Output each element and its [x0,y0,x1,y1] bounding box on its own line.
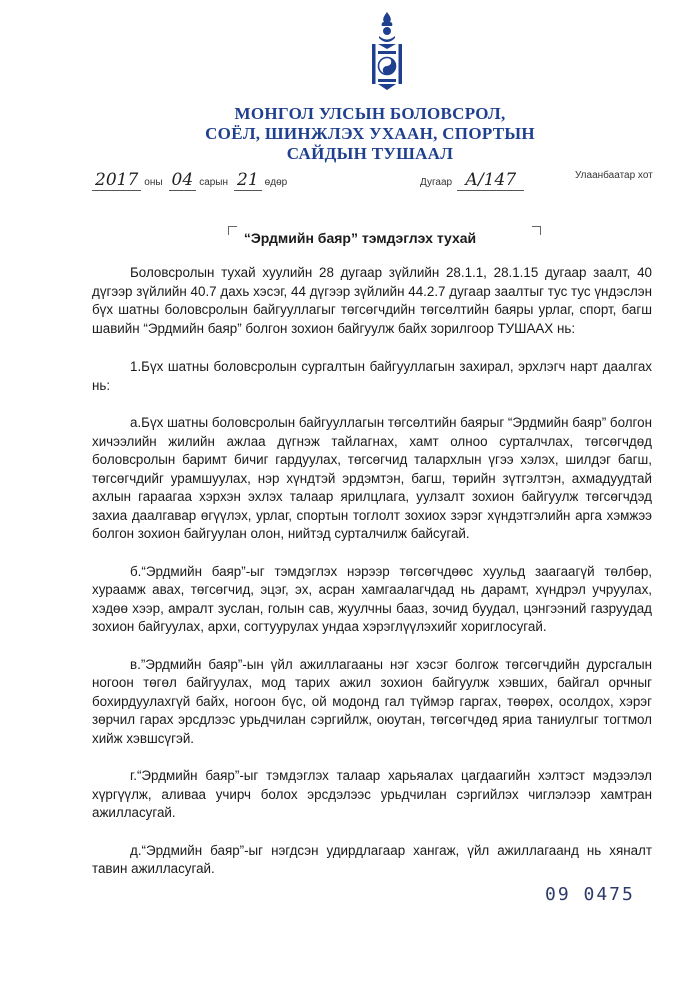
document-title: “Эрдмийн баяр” тэмдэглэх тухай [243,230,477,246]
decree-date [92,170,293,191]
date-day: 21 [234,170,262,191]
clause-1g: г.“Эрдмийн баяр”-ыг тэмдэглэх талаар харьяалах цагдаагийн хэлтэст мэдээлэл хүргүүлж, аливаа учирч болох эрсдэлээс урьдчилан сэргийлэх чиглэлээр хамтран ажилласугай. [92,768,652,820]
clause-1: 1.Бүх шатны боловсролын сургалтын байгууллагын захирал, эрхлэгч нарт даалгах нь: [92,359,652,393]
number-label: Дугаар [420,177,453,188]
serial-number: 09 0475 [545,884,635,905]
soyombo-emblem-icon [366,10,408,92]
clause-1v: в.”Эрдмийн баяр”-ын үйл ажиллагааны нэг хэсэг болгож төгсөгчдийн дурсгалын ногоон төгөл байгуулах, мод тарих ажил зохион байгуулж хэвших, байгал орчныг бохирдуулахгүй байх, ногоон бүс, ой модонд гал түймэр гаргах, төөрөх, осолдох, хэрэг зөрчил гарах эрсдлээс урьдчилан сэргийлж, оюутан, төгсөгчдөд яриа таниулгыг тогтмол хийж хэвшсүгэй. [92,656,652,746]
clause-1d: д.“Эрдмийн баяр”-ыг нэгдсэн удирдлагаар хангаж, үйл ажиллагаанд нь хяналт тавин ажилласугай. [92,842,652,876]
clause-1b: б.“Эрдмийн баяр”-ыг тэмдэглэх нэрээр төгсөгчдөөс хуульд заагаагүй төлбөр, хураамж авах, төгсөгчид, эцэг, эх, асран хамгаалагчдад нь дарамт, хүндрэл учруулах, хэдөө хээр, амралт зуслан, голын сав, жуулчны бааз, зочид буудал, цэнгээний газруудад зохион байгуулах, архи, согтуурулах ундаа хэрэглүүлэхийг хориглосугай. [92,563,652,634]
date-month: 04 [169,170,197,191]
decree-city: Улаанбаатар хот [575,170,653,181]
number-value: А/147 [457,170,524,191]
ministry-line-3: САЙДЫН ТУШААЛ [286,144,454,163]
clause-1a: а.Бүх шатны боловсролын байгууллагын төгсөлтийн баярыг “Эрдмийн баяр” болгон хичээлийн жилийн ажлаа дүгнэж тайлагнах, хамт олноо сурталчлах, төгсөгчдөд боловсролын баримт бичиг гардуулах, төгсөгчид талархлын үгээ хэлэх, шилдэг багш, төгсөгчдийг урамшуулах, нэр хүндтэй эрдэмтэн, багш, төрийн зүтгэлтэн, ахмадуудтай ахлын гараагаа хэрхэн эхлэх талаар ярилцлага, уулзалт зохион байгуулж төгсөгчдэд захиа даалгавар өгүүлэх, урлаг, спортын тоглолт зохиох зэрэг хүндэтгэлийн арга хэмжээ болгон зохион байгуулан олон, нийтэд сурталчилж байсугай. [92,415,652,541]
ministry-line-1: МОНГОЛ УЛСЫН БОЛОВСРОЛ, [234,104,506,123]
date-month-label: сарын [199,177,229,188]
date-day-label: өдөр [264,177,288,188]
decree-number [420,170,524,191]
date-year: 2017 [92,170,141,191]
ministry-header [150,104,590,164]
date-year-label: оны [144,177,163,188]
intro-paragraph: Боловсролын тухай хуулийн 28 дугаар зүйлийн 28.1.1, 28.1.15 дугаар заалт, 40 дүгээр зүйлийн 40.7 дахь хэсэг, 44 дүгээр зүйлийн 44.2.7 дугаар заалтыг тус тус үндэслэн бүх шатны боловсролын байгууллагыг төгсөгчдийн төгсөлтийн баяры урлаг, спорт, багш шавийн “Эрдмийн баяр” болгон зохион байгуулж байх зорилгоор ТУШААХ нь: [92,265,652,336]
ministry-line-2: СОЁЛ, ШИНЖЛЭХ УХААН, СПОРТЫН [205,124,535,143]
decree-body [92,264,652,879]
